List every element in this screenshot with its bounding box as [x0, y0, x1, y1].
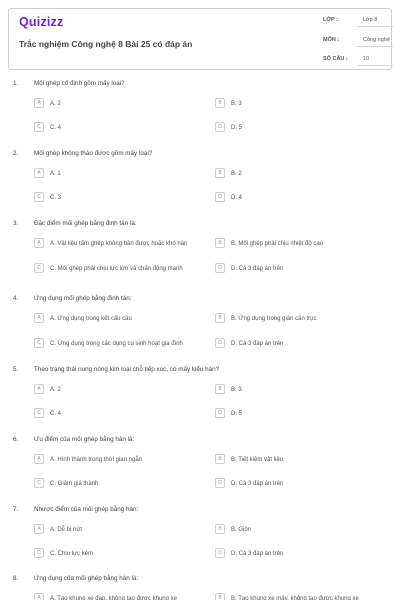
option-text: B. Mối ghép phải chịu nhiệt độ cao	[231, 241, 324, 247]
option-letter-box: B	[215, 454, 225, 464]
option-text: C. Chịu lực kém	[50, 551, 94, 557]
meta-value: 10	[363, 56, 370, 62]
option-letter-box: A	[34, 384, 44, 394]
option-letter-box: B	[215, 384, 225, 394]
option-text: D. Cả 3 đáp án trên	[231, 481, 284, 487]
meta-row-subject	[317, 30, 393, 47]
option-letter-box: A	[34, 454, 44, 464]
option-letter-box: D	[215, 263, 225, 273]
option-letter-box: C	[34, 408, 44, 418]
divider	[357, 65, 393, 66]
question-number: 5.	[13, 366, 19, 373]
option-letter-box: D	[215, 408, 225, 418]
option-letter-box: D	[215, 548, 225, 558]
question-number: 1.	[13, 80, 19, 87]
option-text: A. Dễ bị nứt	[50, 527, 83, 533]
option-letter-box: D	[215, 192, 225, 202]
option-letter-box: B	[215, 168, 225, 178]
option-letter-box: B	[215, 593, 225, 600]
meta-table	[317, 9, 393, 69]
option-text: D. 4	[231, 195, 243, 201]
option-text: A. 1	[50, 171, 61, 177]
option-letter-box: B	[215, 313, 225, 323]
option-text: C. Giảm giá thành	[50, 481, 99, 487]
option-text: D. Cả 3 đáp án trên	[231, 266, 284, 272]
question-text: Mối ghép cố định gồm mấy loại?	[34, 80, 125, 87]
quizizz-logo: Quizizz	[19, 15, 64, 29]
question-text: Mối ghép không tháo được gồm mấy loại?	[34, 150, 153, 157]
option-letter-box: C	[34, 548, 44, 558]
option-text: A. Hình thành trong thời gian ngắn	[50, 457, 142, 463]
option-letter-box: C	[34, 192, 44, 202]
option-letter-box: A	[34, 313, 44, 323]
question-number: 8.	[13, 575, 19, 582]
divider	[357, 46, 393, 47]
option-text: C. Ứng dụng trong các dụng cụ sinh hoạt gia đình	[50, 341, 183, 347]
option-text: B. 2	[231, 171, 242, 177]
worksheet-header	[8, 8, 392, 70]
meta-key: SỐ CÂU :	[323, 56, 348, 62]
meta-value: Công nghệ	[363, 37, 390, 43]
option-text: B. Tạo khung xe máy, không tạo được khung xe	[231, 596, 359, 600]
option-text: B. Tiết kiệm vật liệu	[231, 457, 284, 463]
option-text: A. Tạo khung xe đạp, không tạo được khung xe	[50, 596, 177, 600]
question-text: Theo trạng thái nung nóng kim loại chỗ tiếp xúc, có mấy kiểu hàn?	[34, 366, 220, 373]
question-number: 6.	[13, 436, 19, 443]
option-letter-box: C	[34, 263, 44, 273]
option-letter-box: B	[215, 98, 225, 108]
question-text: Ưu điểm của mối ghép bằng hàn là:	[34, 436, 135, 443]
option-text: D. Cả 3 đáp án trên	[231, 341, 284, 347]
meta-row-grade	[317, 10, 393, 27]
option-text: D. 5	[231, 411, 243, 417]
page-title: Trắc nghiệm Công nghệ 8 Bài 25 có đáp án	[19, 39, 193, 49]
option-text: B. 3	[231, 101, 242, 107]
option-text: C. 4	[50, 125, 62, 131]
question-text: Ứng dụng của mối ghép bằng hàn là:	[34, 575, 139, 582]
option-text: A. Ứng dụng trong kết cấu cầu	[50, 316, 132, 322]
option-text: C. Mối ghép phải chịu lực lớn và chấn động mạnh	[50, 266, 183, 272]
question-number: 2.	[13, 150, 19, 157]
option-text: B. Giòn	[231, 527, 252, 533]
option-text: A. 2	[50, 101, 61, 107]
option-letter-box: D	[215, 122, 225, 132]
option-letter-box: B	[215, 238, 225, 248]
option-letter-box: A	[34, 98, 44, 108]
meta-key: MÔN :	[323, 37, 340, 43]
question-text: Đặc điểm mối ghép bằng đinh tán là:	[34, 220, 137, 227]
option-letter-box: A	[34, 524, 44, 534]
question-number: 3.	[13, 220, 19, 227]
option-text: C. 3	[50, 195, 62, 201]
option-text: D. Cả 3 đáp án trên	[231, 551, 284, 557]
option-text: B. Ứng dụng trong giàn cần trục	[231, 316, 317, 322]
option-letter-box: C	[34, 338, 44, 348]
question-number: 7.	[13, 506, 19, 513]
option-letter-box: D	[215, 338, 225, 348]
option-text: B. 3	[231, 387, 242, 393]
question-text: Ứng dụng mối ghép bằng đinh tán:	[34, 295, 132, 302]
option-letter-box: A	[34, 168, 44, 178]
option-letter-box: C	[34, 122, 44, 132]
option-letter-box: D	[215, 478, 225, 488]
option-text: A. 2	[50, 387, 61, 393]
question-number: 4.	[13, 295, 19, 302]
option-letter-box: A	[34, 238, 44, 248]
option-letter-box: B	[215, 524, 225, 534]
question-text: Nhược điểm của mối ghép bằng hàn:	[34, 506, 139, 513]
divider	[357, 26, 393, 27]
meta-value: Lớp 8	[363, 17, 378, 23]
option-letter-box: C	[34, 478, 44, 488]
option-text: C. 4	[50, 411, 62, 417]
meta-row-count	[317, 49, 393, 66]
option-text: A. Vật liệu tấm ghép không hàn được hoặc khó hàn	[50, 241, 188, 247]
meta-key: LỚP :	[323, 17, 338, 23]
option-letter-box: A	[34, 593, 44, 600]
option-text: D. 5	[231, 125, 243, 131]
